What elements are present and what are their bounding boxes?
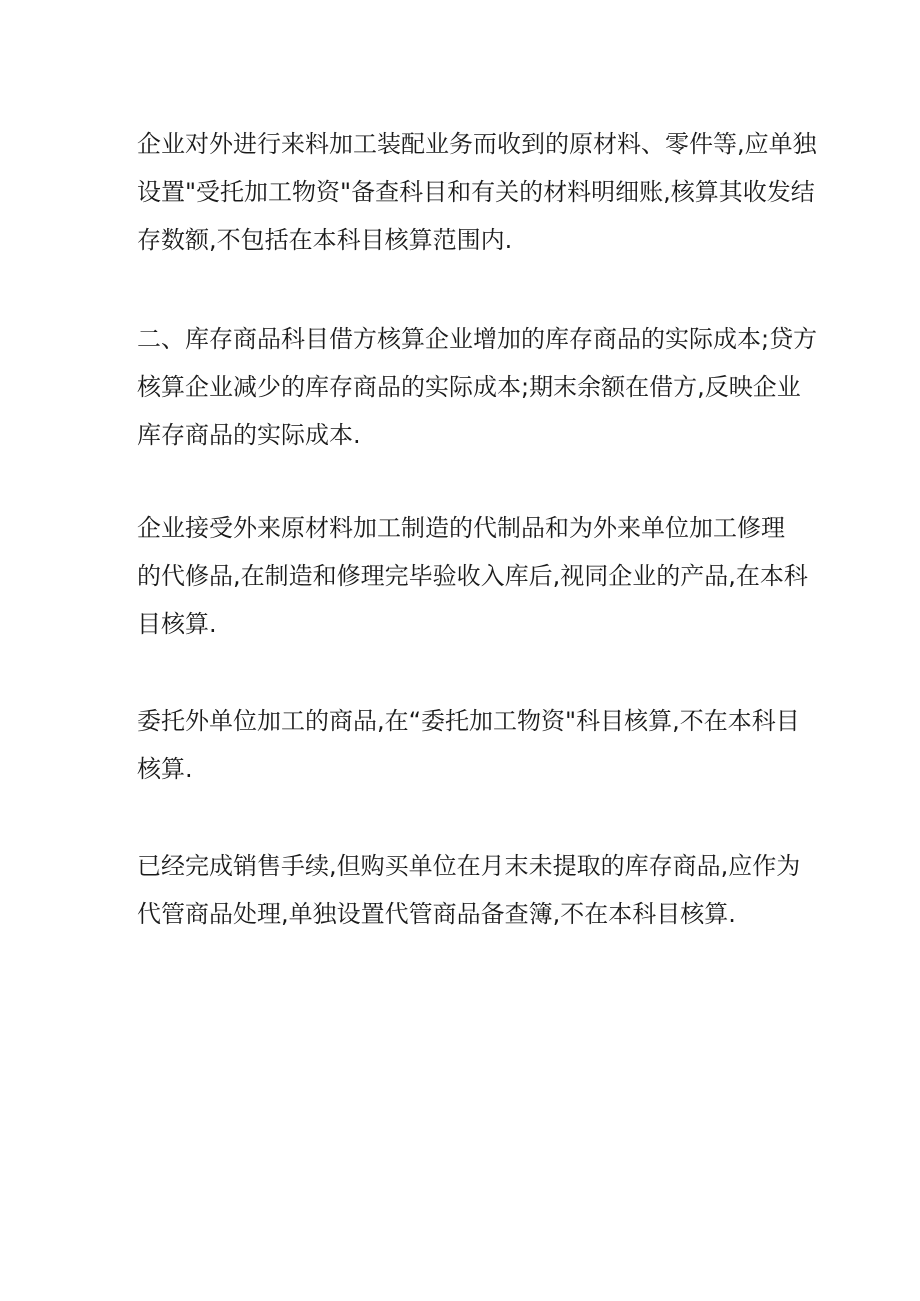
text-line: 设置"受托加工物资"备查科目和有关的材料明细账,核算其收发结 [137,178,815,206]
paragraph-outsourced-processing [137,697,800,793]
text-line: 二、库存商品科目借方核算企业增加的库存商品的实际成本;贷方 [137,325,818,353]
text-line: 委托外单位加工的商品,在“委托加工物资"科目核算,不在本科目 [137,707,800,735]
paragraph-entrusted-processing-materials [137,120,817,264]
text-line: 企业接受外来原材料加工制造的代制品和为外来单位加工修理 [137,514,785,542]
text-line: 代管商品处理,单独设置代管商品备查簿,不在本科目核算. [137,900,736,928]
text-line: 核算. [137,755,193,783]
text-line: 的代修品,在制造和修理完毕验收入库后,视同企业的产品,在本科 [137,562,808,590]
text-line: 已经完成销售手续,但购买单位在月末未提取的库存商品,应作为 [137,852,801,880]
text-line: 库存商品的实际成本. [137,421,361,449]
text-line: 存数额,不包括在本科目核算范围内. [137,226,513,254]
text-line: 核算企业减少的库存商品的实际成本;期末余额在借方,反映企业 [137,373,801,401]
paragraph-processed-goods [137,504,808,648]
text-line: 企业对外进行来料加工装配业务而收到的原材料、零件等,应单独 [137,130,817,158]
paragraph-inventory-debit-credit [137,315,818,459]
paragraph-custodial-goods [137,842,801,938]
text-line: 目核算. [137,610,217,638]
